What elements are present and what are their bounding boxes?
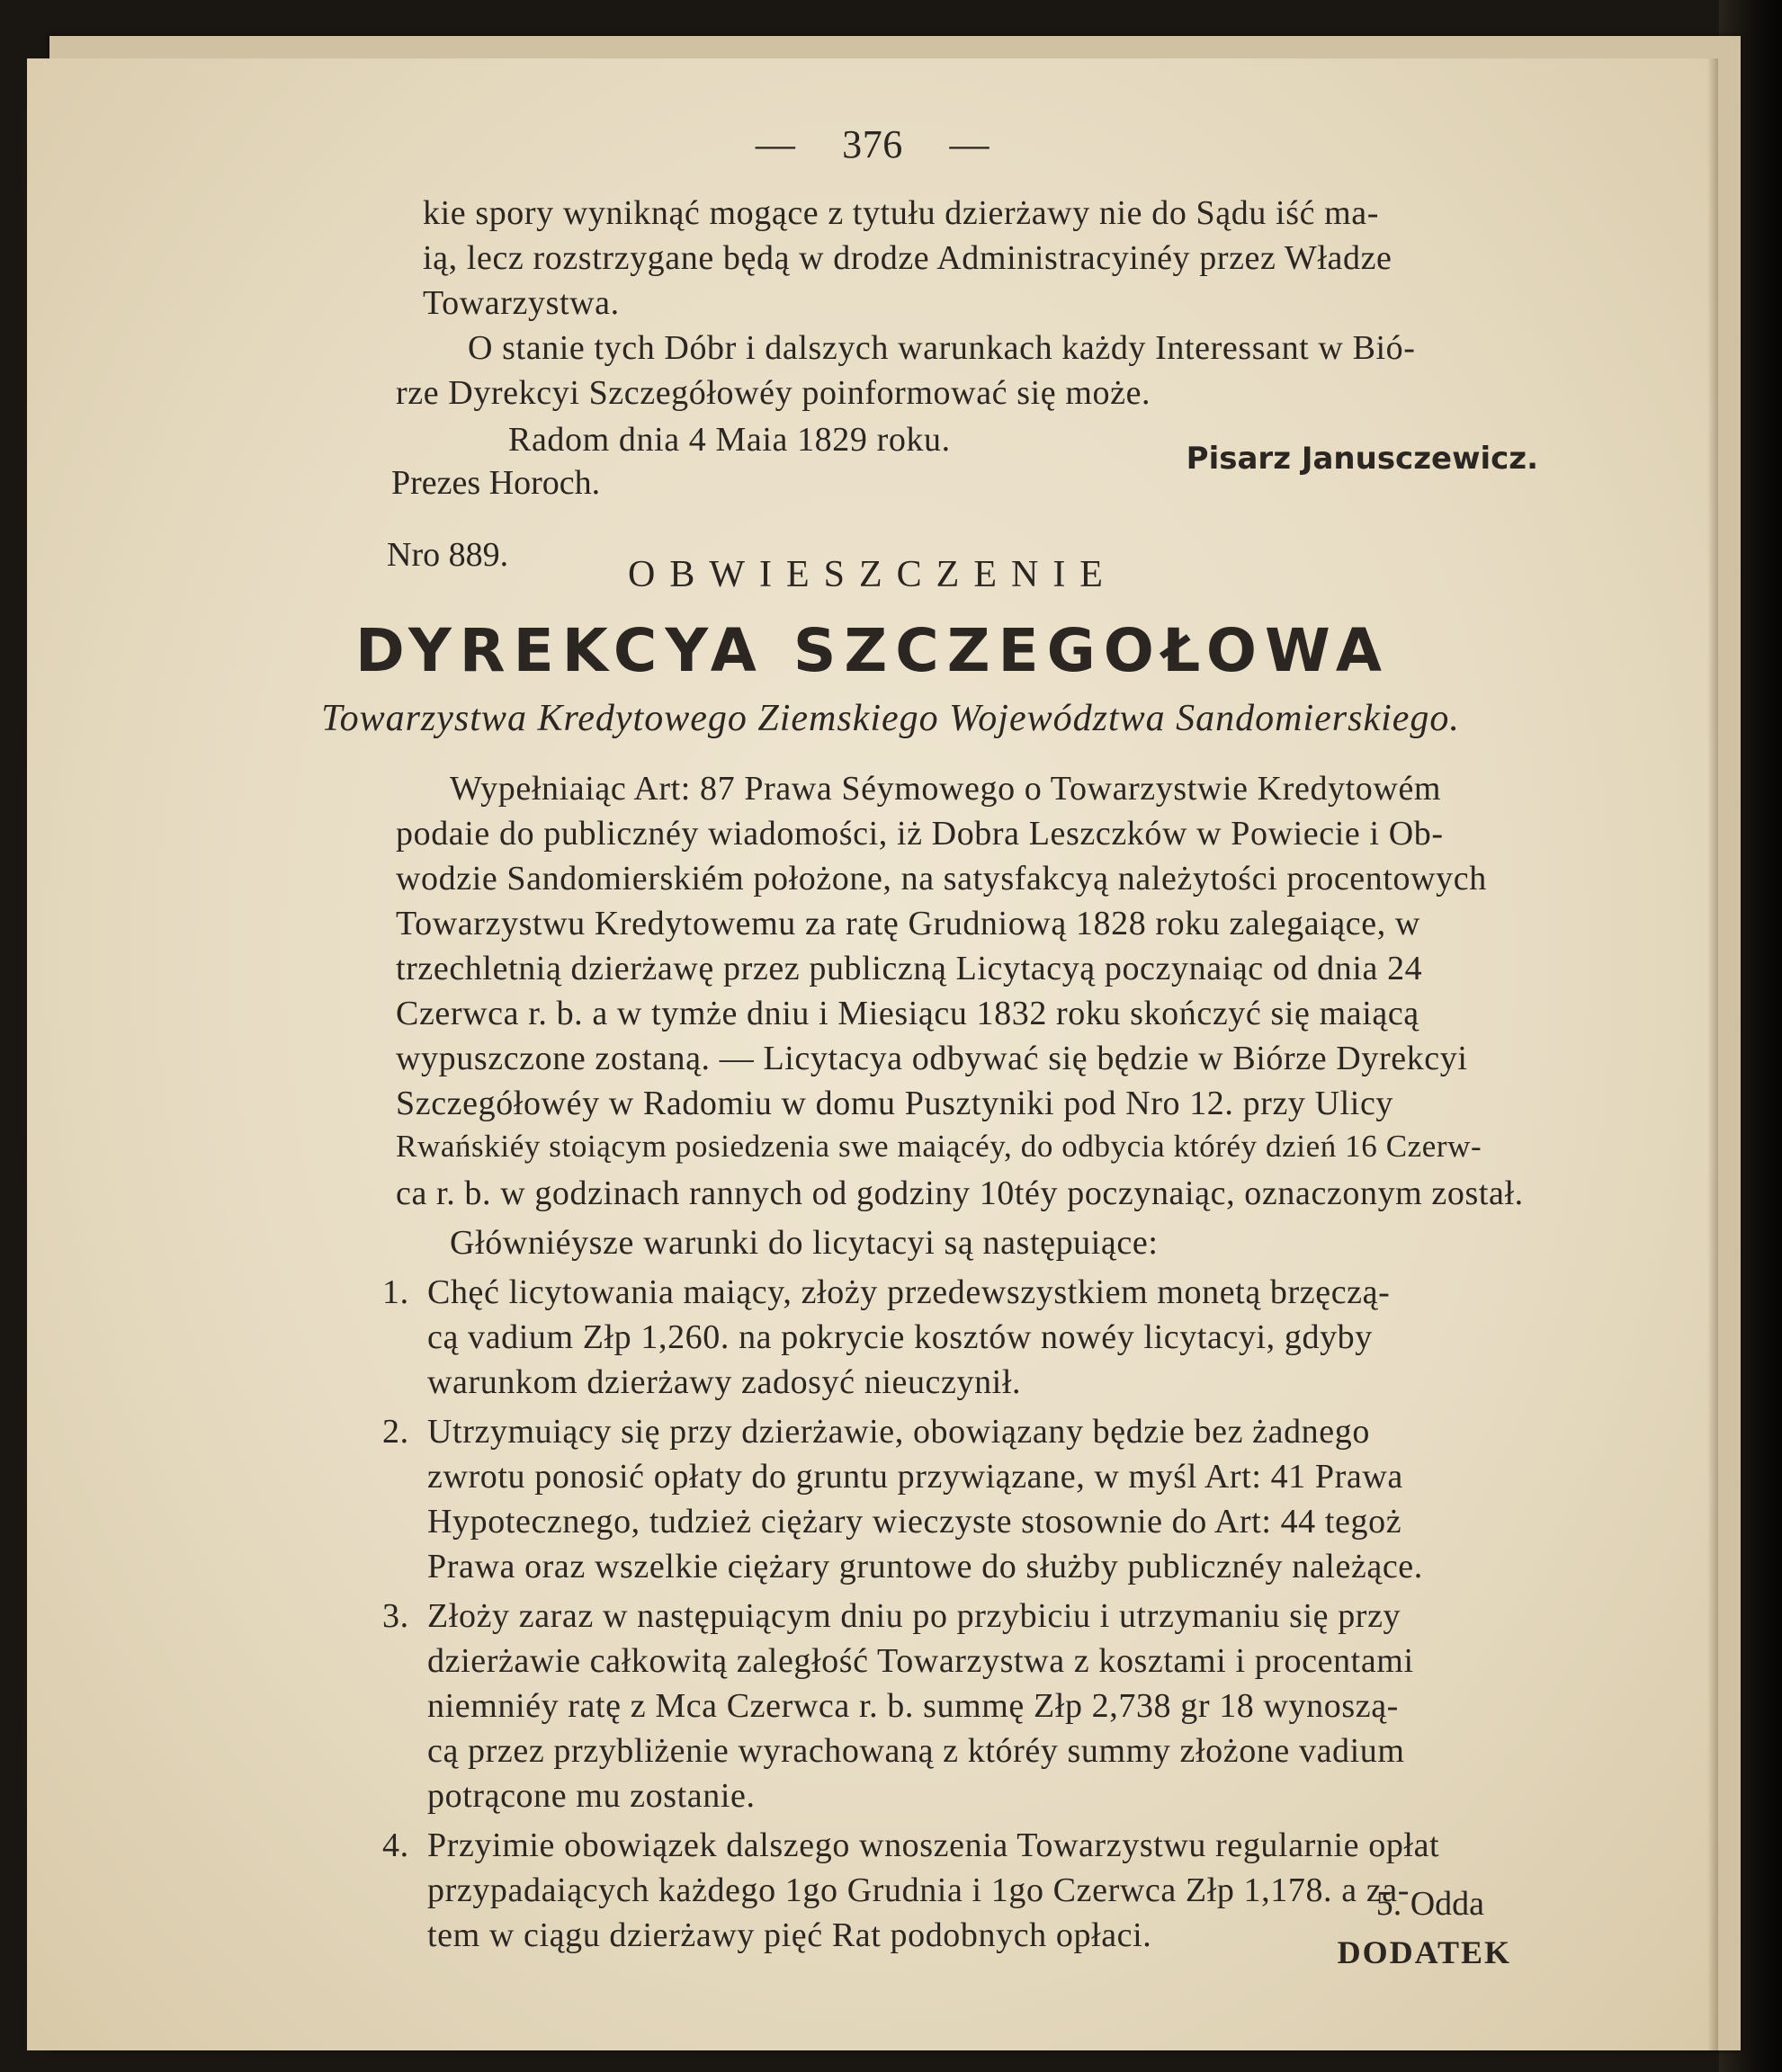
directorate-title: DYREKCYA SZCZEGOŁOWA xyxy=(355,616,1390,685)
signature-left: Prezes Horoch. xyxy=(391,464,601,502)
header-dash-right: — xyxy=(949,122,990,166)
condition-line: cą przez przybliżenie wyrachowaną z któréy summy złożone vadium xyxy=(427,1732,1405,1770)
paragraph-line: ią, lecz rozstrzygane będą w drodze Administracyinéy przez Władze xyxy=(423,239,1392,277)
paragraph-line: O stanie tych Dóbr i dalszych warunkach każdy Interessant w Bió- xyxy=(468,329,1416,367)
header-dash-left: — xyxy=(755,122,796,166)
subtitle: Towarzystwa Kredytowego Ziemskiego Województwa Sandomierskiego. xyxy=(321,698,1460,739)
signature-right: Pisarz Janusczewicz. xyxy=(1186,441,1538,477)
date-line: Radom dnia 4 Maia 1829 roku. xyxy=(508,421,951,459)
condition-line: Prawa oraz wszelkie ciężary gruntowe do służby publicznéy należące. xyxy=(427,1548,1423,1585)
catchword: 5. Odda xyxy=(1375,1885,1484,1923)
paragraph-line: Czerwca r. b. a w tymże dniu i Miesiącu 1832 roku skończyć się maiącą xyxy=(396,995,1419,1032)
condition-line: Utrzymuiący się przy dzierżawie, obowiązany będzie bez żadnego xyxy=(427,1413,1370,1451)
condition-line: Chęć licytowania maiący, złoży przedewszystkiem monetą brzęczą- xyxy=(427,1273,1391,1311)
condition-number: 1. xyxy=(382,1273,409,1311)
conditions-intro: Główniéysze warunki do licytacyi są następuiące: xyxy=(450,1224,1159,1262)
paragraph-line: wypuszczone zostaną. — Licytacya odbywać się będzie w Biórze Dyrekcyi xyxy=(396,1040,1468,1077)
condition-number: 2. xyxy=(382,1413,409,1451)
paragraph-line: Towarzystwu Kredytowemu za ratę Grudniową 1828 roku zalegaiące, w xyxy=(396,905,1420,942)
condition-line: dzierżawie całkowitą zaległość Towarzystwa z kosztami i procentami xyxy=(427,1642,1414,1680)
paragraph-line: Szczegółowéy w Radomiu w domu Pusztyniki pod Nro 12. przy Ulicy xyxy=(396,1085,1394,1122)
document-page xyxy=(27,58,1718,2050)
paragraph-line: ca r. b. w godzinach rannych od godziny 10téy poczynaiąc, oznaczonym został. xyxy=(396,1174,1524,1212)
notice-number: Nro 889. xyxy=(387,536,509,574)
page-number: 376 xyxy=(842,122,903,166)
condition-line: potrącone mu zostanie. xyxy=(427,1777,756,1815)
paragraph-line: trzechletnią dzierżawę przez publiczną Licytacyą poczynaiąc od dnia 24 xyxy=(396,950,1423,987)
paragraph-line: wodzie Sandomierskiém położone, na satysfakcyą należytości procentowych xyxy=(396,860,1487,898)
paragraph-line: kie spory wyniknąć mogące z tytułu dzierżawy nie do Sądu iść ma- xyxy=(423,194,1380,232)
signature-mark: DODATEK xyxy=(1337,1934,1511,1970)
paragraph-line: rze Dyrekcyi Szczegółowéy poinformować się może. xyxy=(396,374,1151,412)
condition-line: zwrotu ponosić opłaty do gruntu przywiązane, w myśl Art: 41 Prawa xyxy=(427,1458,1403,1496)
condition-number: 3. xyxy=(382,1597,409,1635)
paragraph-line: Rwańskiéy stoiącym posiedzenia swe maiącéy, do odbycia któréy dzień 16 Czerw- xyxy=(396,1129,1482,1164)
condition-line: tem w ciągu dzierżawy pięć Rat podobnych opłaci. xyxy=(427,1916,1152,1954)
condition-number: 4. xyxy=(382,1826,409,1864)
condition-line: przypadaiących każdego 1go Grudnia i 1go Czerwca Złp 1,178. a za- xyxy=(427,1871,1410,1909)
paragraph-line: Towarzystwa. xyxy=(423,284,620,322)
paragraph-line: podaie do publicznéy wiadomości, iż Dobra Leszczków w Powiecie i Ob- xyxy=(396,815,1444,853)
notice-title: OBWIESZCZENIE xyxy=(628,554,1117,595)
condition-line: warunkom dzierżawy zadosyć nieuczynił. xyxy=(427,1363,1022,1401)
paragraph-line: Wypełniaiąc Art: 87 Prawa Séymowego o Towarzystwie Kredytowém xyxy=(450,770,1442,808)
page-header xyxy=(27,121,1718,167)
condition-line: cą vadium Złp 1,260. na pokrycie kosztów nowéy licytacyi, gdyby xyxy=(427,1318,1373,1356)
condition-line: Złoży zaraz w następuiącym dniu po przybiciu i utrzymaniu się przy xyxy=(427,1597,1401,1635)
condition-line: Przyimie obowiązek dalszego wnoszenia Towarzystwu regularnie opłat xyxy=(427,1826,1440,1864)
condition-line: niemniéy ratę z Mca Czerwca r. b. summę Złp 2,738 gr 18 wynoszą- xyxy=(427,1687,1399,1725)
condition-line: Hypotecznego, tudzież ciężary wieczyste stosownie do Art: 44 tegoż xyxy=(427,1503,1402,1541)
